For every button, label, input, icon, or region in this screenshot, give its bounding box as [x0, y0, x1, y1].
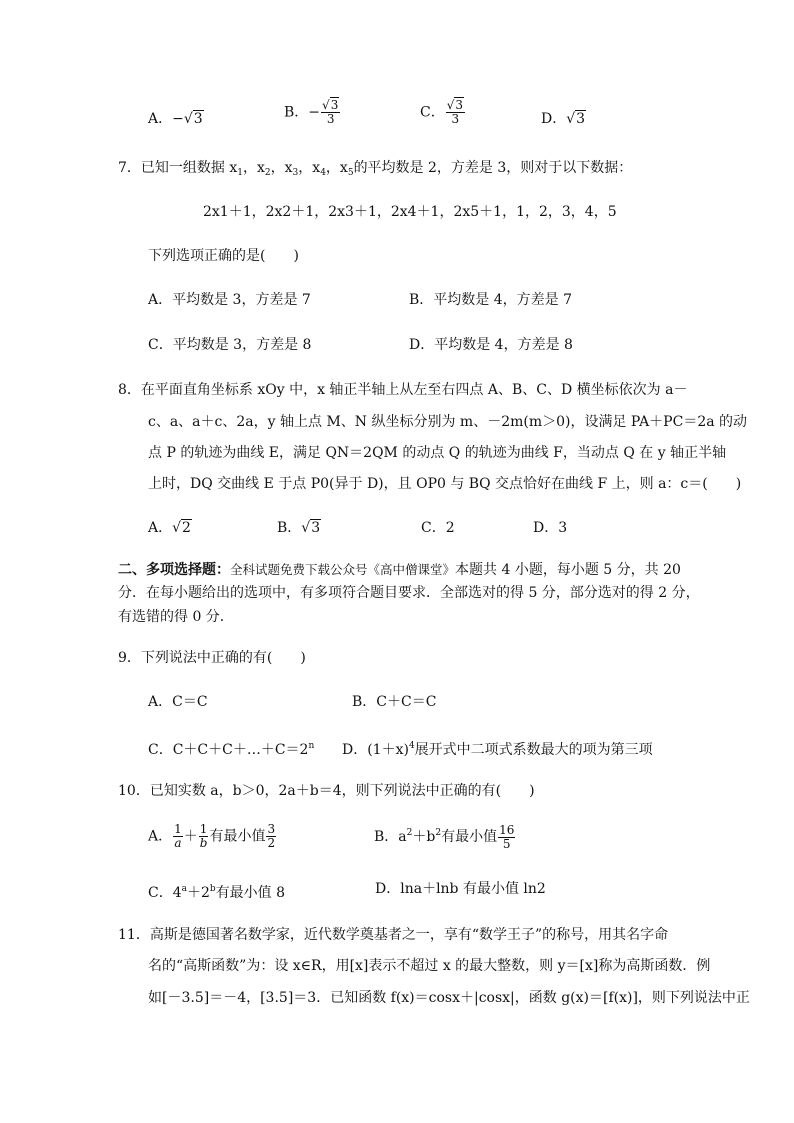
- q7-prompt: 下列选项正确的是( ): [148, 248, 299, 264]
- q10-c-post: 有最小值 8: [215, 885, 286, 901]
- section2-line-2: 分．在每小题给出的选项中，有多项符合题目要求．全部选对的得 5 分，部分选对的得 2 分，: [118, 585, 700, 601]
- q6-c-numerator: 3: [455, 98, 464, 112]
- q7-sub1: 1: [237, 168, 243, 178]
- q10-b-num: 16: [499, 822, 515, 837]
- q7-option-c: C．平均数是 3，方差是 8: [148, 337, 312, 353]
- q8-b-radicand: 3: [311, 520, 321, 536]
- q7-option-a: A．平均数是 3，方差是 7: [148, 292, 311, 308]
- q10-a-d1: a: [174, 836, 182, 850]
- q7-sub3: 3: [292, 168, 299, 178]
- q11-line-1: 11．高斯是德国著名数学家，近代数学奠基者之一，享有“数学王子”的称号，用其名字命: [118, 927, 669, 943]
- q9-option-a: A．C＝C: [148, 694, 208, 710]
- q9-d-pre: D．(1＋x): [342, 742, 409, 758]
- q9-d-sup: 4: [408, 741, 415, 751]
- q10-a-frac1: [173, 823, 183, 850]
- q6-option-b: [284, 99, 341, 126]
- q8-a-label: A．: [148, 520, 173, 536]
- q7-stem: [118, 158, 632, 183]
- q6-c-fraction: $\frac{√3}{3}$: [446, 98, 464, 126]
- q6-d-radicand: 3: [576, 111, 586, 127]
- q8-line-3: 点 P 的轨迹为曲线 E，满足 QN＝2QM 的动点 Q 的轨迹为曲线 F，当动点 Q 在 y 轴正半轴: [148, 445, 727, 461]
- q10-a-d3: 2: [267, 836, 276, 850]
- q9-stem: 9．下列说法中正确的有( ): [118, 650, 306, 666]
- section2-line1-rest: 本题共 4 小题，每小题 5 分，共 20: [455, 562, 681, 578]
- q10-b-pre: B．a: [374, 829, 407, 845]
- q10-c-sup2: b: [209, 884, 216, 894]
- q11-line-3: 如[－3.5]＝－4，[3.5]＝3．已知函数 f(x)＝cosx＋|cosx|，函数 g(x)＝[f(x)]，则下列说法中正: [148, 990, 750, 1006]
- q8-line-2: c、a、a＋c、2a，y 轴上点 M、N 纵坐标分别为 m、－2m(m＞0)，设满足 PA＋PC＝2a 的动: [148, 414, 748, 430]
- q9-c-text: C．C＋C＋C＋…＋C＝2: [148, 742, 309, 758]
- q7-option-b: B．平均数是 4，方差是 7: [409, 292, 573, 308]
- q6-b-fraction: $\frac{√3}{3}$: [322, 98, 339, 126]
- q10-c-mid: ＋2: [187, 885, 210, 901]
- q10-a-text: 有最小值: [209, 828, 266, 845]
- q7-sub5: 5: [347, 168, 354, 178]
- q7-stem-d: ，x: [298, 160, 321, 176]
- q6-d-sqrt: √3: [566, 111, 586, 127]
- q10-b-mid: ＋b: [412, 829, 436, 845]
- section2-line-3: 有选错的得 0 分．: [118, 609, 234, 625]
- q6-c-denominator: 3: [451, 112, 460, 126]
- section2-line-1: [118, 560, 681, 580]
- q6-c-label: C．: [420, 104, 445, 121]
- q8-option-d: D．3: [533, 520, 568, 536]
- q8-a-radicand: 2: [182, 520, 191, 536]
- section2-ad: 全科试题免费下载公众号《高中僧课堂》: [230, 562, 456, 577]
- q7-data-line: 2x1＋1，2x2＋1，2x3＋1，2x4＋1，2x5＋1，1，2，3，4，5: [203, 204, 617, 220]
- q7-stem-a: 7．已知一组数据 x: [118, 160, 238, 176]
- q6-option-a: [148, 109, 204, 129]
- q10-c-pre: C．4: [148, 885, 182, 901]
- q11-line-2: 名的“高斯函数”为：设 x∈R，用[x]表示不超过 x 的最大整数，则 y＝[x]称为高斯函数．例: [148, 958, 711, 974]
- q9-c-sup: n: [308, 741, 315, 751]
- q6-b-label: B．: [284, 104, 309, 121]
- q7-stem-f: 的平均数是 2，方差是 3，则对于以下数据：: [353, 160, 633, 176]
- q9-d-post: 展开式中二项式系数最大的项为第三项: [414, 742, 653, 758]
- q6-a-sqrt: √3: [183, 111, 203, 127]
- q6-b-sign: −: [308, 104, 321, 121]
- q7-stem-b: ，x: [243, 160, 265, 176]
- q6-option-d: [541, 109, 586, 129]
- q6-d-label: D．: [541, 111, 567, 127]
- q10-b-sup2: 2: [435, 828, 442, 838]
- q8-option-a: [148, 518, 192, 538]
- q9-option-d: [342, 736, 653, 760]
- q7-stem-c: ，x: [270, 160, 293, 176]
- q10-option-d: D．lna＋lnb 有最小值 ln2: [375, 881, 546, 897]
- q10-b-text: 有最小值: [441, 829, 498, 845]
- q8-a-sqrt: √2: [172, 520, 191, 536]
- q7-sub4: 4: [320, 168, 326, 178]
- section2-title: 二、多项选择题：: [118, 562, 230, 578]
- q10-a-plus: ＋: [183, 828, 198, 845]
- q10-b-sup1: 2: [406, 828, 413, 838]
- q10-option-b: [374, 823, 516, 851]
- q6-a-sign: −: [172, 111, 184, 127]
- q10-stem: 10．已知实数 a，b＞0，2a＋b＝4，则下列说法中正确的有( ): [118, 783, 535, 799]
- q6-option-c: [420, 99, 466, 126]
- q7-sub2: 2: [264, 168, 271, 178]
- q8-line-1: 8．在平面直角坐标系 xOy 中，x 轴正半轴上从左至右四点 A、B、C、D 横坐标依次为 a－: [118, 382, 688, 398]
- q10-option-c: [148, 879, 285, 903]
- q8-b-sqrt: √3: [301, 520, 321, 536]
- q10-a-label: A．: [148, 828, 173, 845]
- q8-line-4: 上时，DQ 交曲线 E 于点 P0(异于 D)，且 OP0 与 BQ 交点恰好在曲线 F 上，则 a：c＝( ): [148, 476, 742, 492]
- q8-b-label: B．: [277, 520, 302, 536]
- q8-option-c: C．2: [421, 520, 455, 536]
- q8-option-b: [277, 518, 321, 538]
- q10-c-sup1: a: [181, 884, 187, 894]
- q7-option-d: D．平均数是 4，方差是 8: [409, 337, 573, 353]
- q10-a-frac3: [266, 823, 276, 850]
- q10-option-a: [148, 823, 277, 850]
- q7-stem-e: ，x: [325, 160, 348, 176]
- q10-b-den: 5: [502, 836, 511, 851]
- q9-option-b: B．C＋C＝C: [352, 694, 437, 710]
- q6-b-denominator: 3: [326, 112, 335, 126]
- q10-a-n3: 3: [267, 822, 276, 836]
- q10-a-n1: 1: [174, 822, 182, 836]
- q6-a-radicand: 3: [193, 111, 203, 127]
- q6-a-label: A．: [148, 111, 173, 127]
- q6-b-numerator: 3: [330, 98, 339, 112]
- q10-a-frac2: [199, 823, 209, 850]
- q10-a-n2: 1: [199, 822, 208, 836]
- q10-b-frac: [498, 824, 515, 851]
- q9-option-c: [148, 736, 314, 760]
- q10-a-d2: b: [199, 836, 208, 850]
